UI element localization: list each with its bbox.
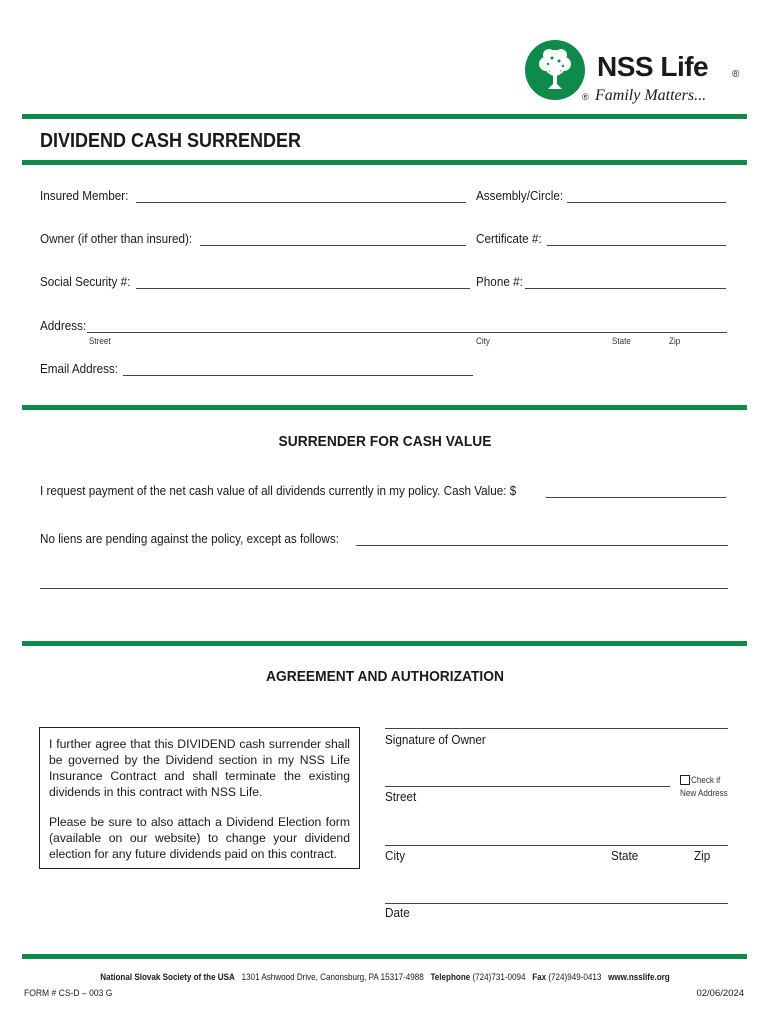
state-label: State: [611, 848, 639, 863]
date-label: Date: [385, 905, 410, 920]
page-title: DIVIDEND CASH SURRENDER: [40, 130, 302, 152]
phone-field[interactable]: [525, 288, 726, 289]
date-field[interactable]: [385, 903, 728, 904]
ssn-field[interactable]: [136, 288, 470, 289]
insured-member-field[interactable]: [136, 202, 466, 203]
new-address-checkbox[interactable]: [680, 775, 690, 785]
street-label: Street: [385, 789, 417, 804]
street-field[interactable]: [385, 786, 670, 787]
footer-fax: (724)949-0413: [548, 972, 602, 983]
cash-value-field[interactable]: [546, 497, 726, 498]
email-field[interactable]: [123, 375, 473, 376]
agreement-paragraph-1: I further agree that this DIVIDEND cash surrender shall be governed by the Dividend section in my NSS Life Insurance Contract and shall terminate the existing dividends in this contract with NSS Life.: [49, 737, 350, 799]
divider-title: [22, 160, 747, 165]
divider-fields: [22, 405, 747, 410]
address-street-caption: Street: [89, 336, 111, 346]
new-address-label: New Address: [680, 788, 728, 798]
email-label: Email Address:: [40, 361, 119, 376]
tagline-mark: ®: [582, 92, 589, 102]
divider-top: [22, 114, 747, 119]
form-date: 02/06/2024: [696, 988, 744, 999]
liens-field-continued[interactable]: [40, 588, 728, 589]
city-label: City: [385, 848, 406, 863]
surrender-heading: SURRENDER FOR CASH VALUE: [278, 433, 492, 450]
liens-field[interactable]: [356, 545, 728, 546]
phone-label: Phone #:: [476, 274, 523, 289]
certificate-label: Certificate #:: [476, 231, 542, 246]
address-zip-caption: Zip: [669, 336, 681, 346]
ssn-label: Social Security #:: [40, 274, 131, 289]
owner-field[interactable]: [200, 245, 466, 246]
signature-field[interactable]: [385, 728, 728, 729]
assembly-circle-field[interactable]: [567, 202, 726, 203]
footer-org: National Slovak Society of the USA: [100, 972, 235, 983]
agreement-paragraph-2: Please be sure to also attach a Dividend Election form (available on our website) to change your dividend election for any future dividends paid on this contract.: [49, 815, 350, 861]
agreement-terms-box: [39, 727, 360, 869]
address-label: Address:: [40, 318, 87, 333]
tagline: Family Matters...: [595, 87, 707, 104]
tree-icon: [524, 39, 586, 101]
liens-label: No liens are pending against the policy, except as follows:: [40, 531, 339, 546]
zip-label: Zip: [694, 848, 711, 863]
footer-telephone: (724)731-0094: [472, 972, 526, 983]
address-field[interactable]: [87, 332, 727, 333]
footer-website[interactable]: www.nsslife.org: [608, 972, 670, 983]
logo: [524, 39, 744, 109]
address-state-caption: State: [612, 336, 631, 346]
insured-member-label: Insured Member:: [40, 188, 129, 203]
footer-address: 1301 Ashwood Drive, Canonsburg, PA 15317-4988: [241, 972, 424, 983]
divider-surrender: [22, 641, 747, 646]
footer-telephone-label: Telephone: [430, 972, 471, 983]
footer-contact: [0, 972, 770, 983]
check-if-label: Check if: [691, 775, 721, 785]
divider-bottom: [22, 954, 747, 959]
registered-mark: ®: [732, 69, 740, 80]
brand-name: NSS Life: [597, 51, 709, 82]
assembly-circle-label: Assembly/Circle:: [476, 188, 564, 203]
certificate-field[interactable]: [547, 245, 726, 246]
cash-value-request: I request payment of the net cash value of all dividends currently in my policy. Cash Value: $: [40, 483, 517, 498]
owner-label: Owner (if other than insured):: [40, 231, 193, 246]
signature-label: Signature of Owner: [385, 732, 486, 747]
footer-fax-label: Fax: [532, 972, 547, 983]
city-state-zip-field[interactable]: [385, 845, 728, 846]
address-city-caption: City: [476, 336, 490, 346]
agreement-heading: AGREEMENT AND AUTHORIZATION: [266, 668, 504, 685]
form-number: FORM # CS-D – 003 G: [24, 988, 113, 999]
